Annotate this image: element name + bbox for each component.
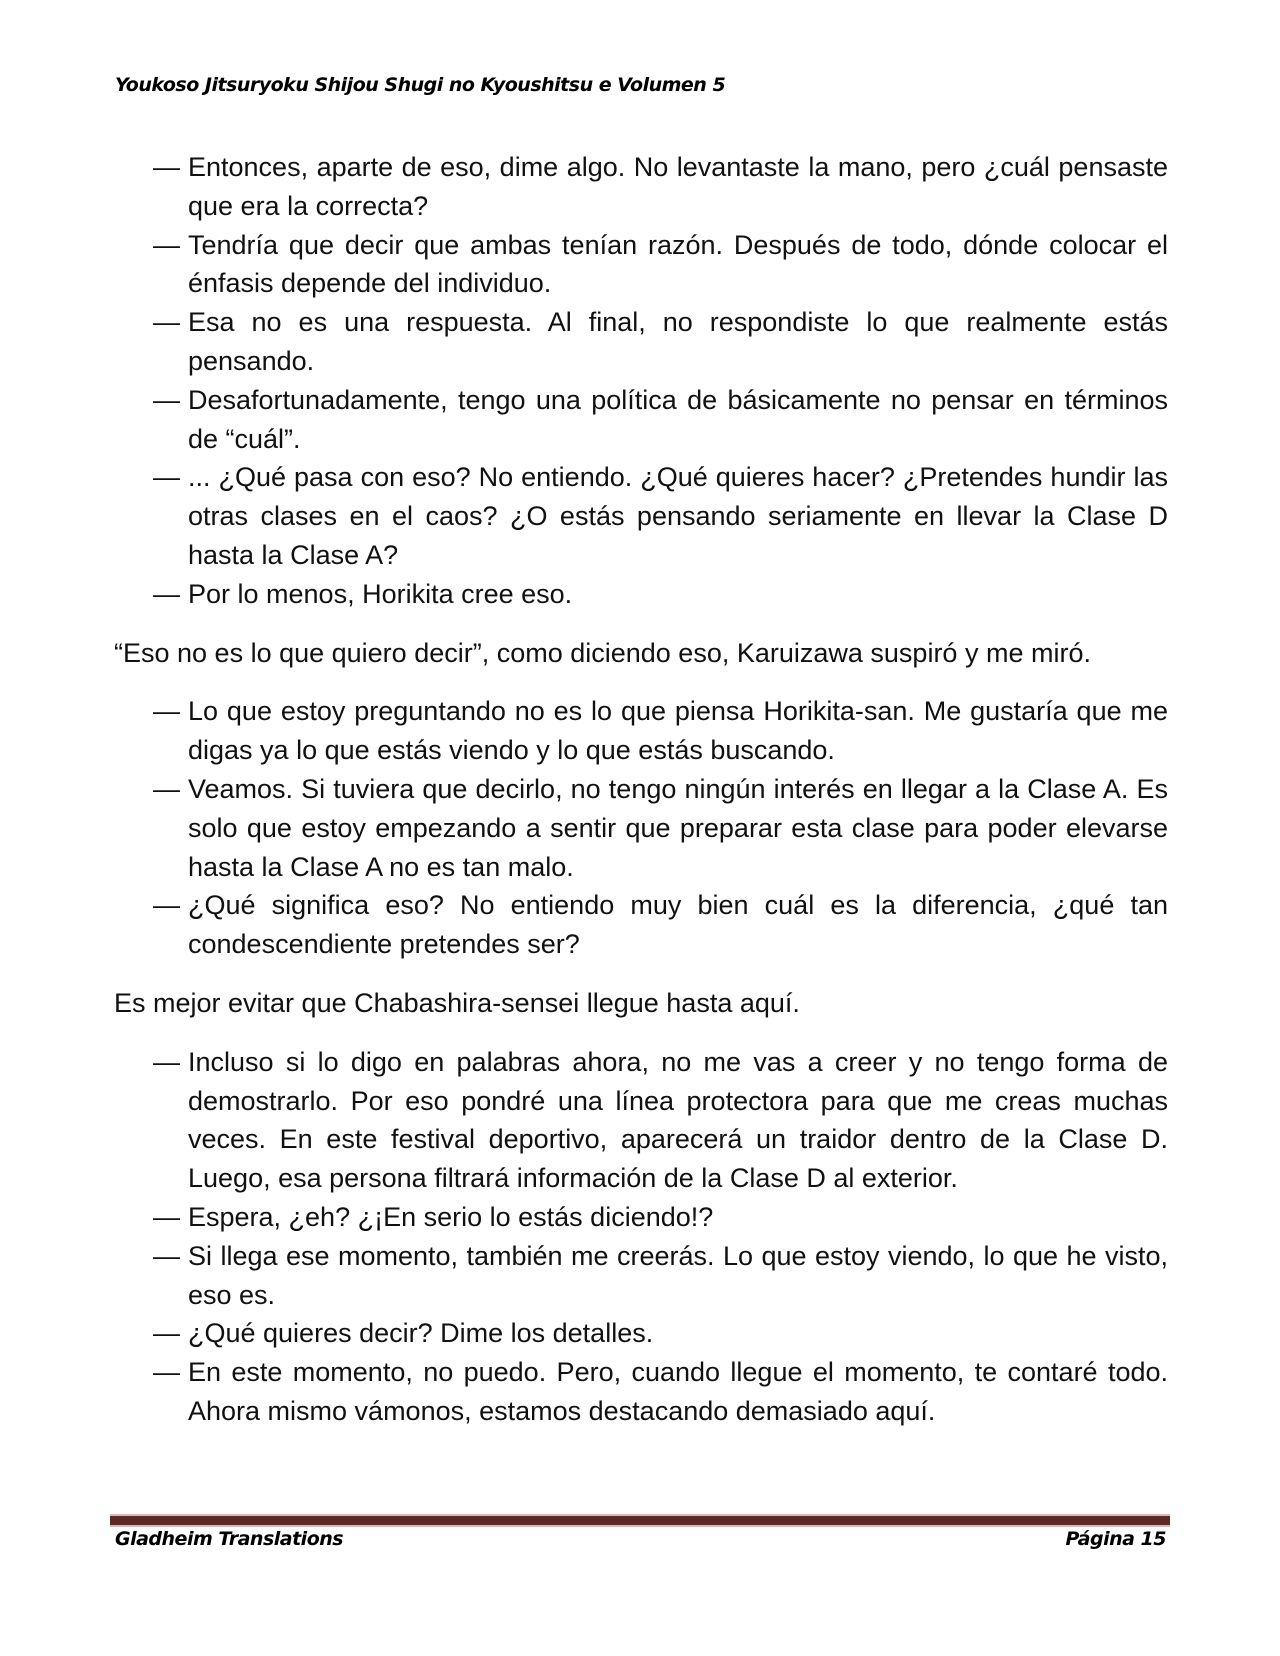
dialogue-text: Lo que estoy preguntando no es lo que piensa Horikita-san. Me gustaría que me digas ya lo que estás viendo y lo que estás buscando. <box>188 696 1168 766</box>
dialogue-text: Espera, ¿eh? ¿¡En serio lo estás diciendo!? <box>188 1201 714 1232</box>
dialogue-line <box>114 226 1168 304</box>
dialogue-dash: — <box>153 229 180 260</box>
dialogue-dash: — <box>153 1046 180 1077</box>
dialogue-dash: — <box>153 462 180 493</box>
running-header: Youkoso Jitsuryoku Shijou Shugi no Kyoushitsu e Volumen 5 <box>115 74 726 96</box>
dialogue-dash: — <box>153 696 180 727</box>
dialogue-dash: — <box>153 1357 180 1388</box>
dialogue-text: ... ¿Qué pasa con eso? No entiendo. ¿Qué quieres hacer? ¿Pretendes hundir las otras clases en el caos? ¿O estás pensando seriamente en llevar la Clase D hasta la Clase A? <box>188 462 1168 570</box>
dialogue-group <box>114 148 1168 614</box>
dialogue-line <box>114 458 1168 574</box>
dialogue-line <box>114 575 1168 614</box>
dialogue-line <box>114 1043 1168 1198</box>
dialogue-dash: — <box>153 1240 180 1271</box>
dialogue-text: Desafortunadamente, tengo una política de básicamente no pensar en términos de “cuál”. <box>188 384 1168 454</box>
narration-paragraph: “Eso no es lo que quiero decir”, como diciendo eso, Karuizawa suspiró y me miró. <box>114 637 1091 668</box>
dialogue-text: ¿Qué significa eso? No entiendo muy bien cuál es la diferencia, ¿qué tan condescendiente pretendes ser? <box>188 890 1168 960</box>
dialogue-line <box>114 770 1168 886</box>
dialogue-text: Tendría que decir que ambas tenían razón. Después de todo, dónde colocar el énfasis depende del individuo. <box>188 229 1168 299</box>
page-body <box>114 148 1168 1451</box>
dialogue-dash: — <box>153 152 180 182</box>
dialogue-text: Veamos. Si tuviera que decirlo, no tengo ningún interés en llegar a la Clase A. Es solo que estoy empezando a sentir que preparar esta clase para poder elevarse hasta la Clase A no es tan malo. <box>188 773 1168 882</box>
dialogue-dash: — <box>153 890 180 921</box>
dialogue-dash: — <box>153 1318 180 1349</box>
dialogue-dash: — <box>153 773 180 804</box>
dialogue-text: Por lo menos, Horikita cree eso. <box>188 578 573 609</box>
dialogue-dash: — <box>153 1201 180 1232</box>
dialogue-text: En este momento, no puedo. Pero, cuando llegue el momento, te contaré todo. Ahora mismo vámonos, estamos destacando demasiado aquí. <box>188 1357 1168 1426</box>
dialogue-text: Esa no es una respuesta. Al final, no respondiste lo que realmente estás pensando. <box>188 307 1168 376</box>
dialogue-line <box>114 381 1168 459</box>
dialogue-text: Incluso si lo digo en palabras ahora, no me vas a creer y no tengo forma de demostrarlo. Por eso pondré una línea protectora para que me creas muchas veces. En este festival deportivo, aparecerá un traidor dentro de la Clase D. Luego, esa persona filtrará información de la Clase D al exterior. <box>188 1046 1168 1194</box>
dialogue-line <box>114 303 1168 381</box>
page-number: Página 15 <box>1065 1528 1166 1550</box>
dialogue-text: ¿Qué quieres decir? Dime los detalles. <box>188 1318 654 1349</box>
dialogue-line <box>114 1237 1168 1315</box>
dialogue-dash: — <box>153 384 180 415</box>
dialogue-group <box>114 1043 1168 1431</box>
dialogue-dash: — <box>153 578 180 609</box>
dialogue-line <box>114 1198 1168 1237</box>
dialogue-group <box>114 692 1168 964</box>
dialogue-line <box>114 148 1168 226</box>
narration-paragraph: Es mejor evitar que Chabashira-sensei llegue hasta aquí. <box>114 987 800 1018</box>
dialogue-line <box>114 886 1168 964</box>
dialogue-dash: — <box>153 307 180 338</box>
dialogue-text: Entonces, aparte de eso, dime algo. No levantaste la mano, pero ¿cuál pensaste que era la correcta? <box>188 152 1168 221</box>
footer-rule <box>110 1514 1170 1527</box>
footer-publisher: Gladheim Translations <box>115 1528 344 1550</box>
dialogue-line <box>114 1353 1168 1431</box>
dialogue-line <box>114 1314 1168 1353</box>
dialogue-text: Si llega ese momento, también me creerás. Lo que estoy viendo, lo que he visto, eso es. <box>188 1240 1168 1310</box>
dialogue-line <box>114 692 1168 770</box>
